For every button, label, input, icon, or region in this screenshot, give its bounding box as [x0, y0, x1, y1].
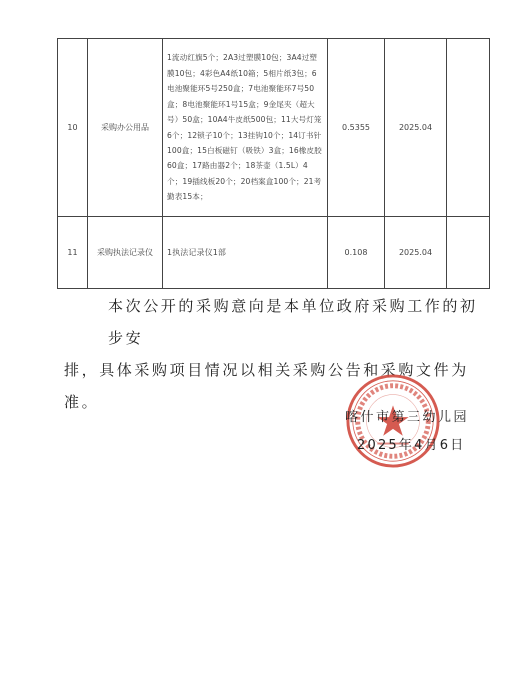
signer-organization: 喀什市第三幼儿园 — [345, 410, 470, 425]
notice-line-2: 排，具体采购项目情况以相关采购公告和采购文件为准。 — [64, 361, 469, 411]
procurement-date: 2025.04 — [385, 39, 447, 217]
notice-line-1: 本次公开的采购意向是本单位政府采购工作的初步安 — [108, 297, 478, 347]
detail-text: 1执法记录仪1部 — [167, 247, 226, 257]
procurement-date: 2025.04 — [385, 217, 447, 289]
project-name: 采购办公用品 — [88, 39, 163, 217]
budget-amount: 0.5355 — [328, 39, 385, 217]
project-name: 采购执法记录仪 — [88, 217, 163, 289]
table-row — [58, 217, 490, 289]
table-row — [58, 39, 490, 217]
remark-cell — [447, 217, 490, 289]
signature-date: 2025年4月6日 — [357, 438, 466, 453]
row-number: 11 — [58, 217, 88, 289]
budget-amount: 0.108 — [328, 217, 385, 289]
detail-text: 1流动红旗5个；2A3过塑膜10包；3A4过塑膜10包；4彩色A4纸10箱；5相片纸3包；6电池聚能环5号250盒；7电池聚能环7号50盒；8电池聚能环1号15盒；9金尾夹（超大号）50盒；10A4牛皮纸500包；11大号灯笼6个；12锁子10个；13挂钩10个；14订书针100盒；15白板磁钉（吸铁）3盒；16橡皮胶60盒；17路由器2个；18茶壶（1.5L）4个；19插线板20个；20档案盒100个；21考勤表15本； — [167, 53, 322, 202]
procurement-table — [57, 38, 490, 289]
remark-cell — [447, 39, 490, 217]
procurement-detail — [163, 39, 328, 217]
procurement-detail — [163, 217, 328, 289]
row-number: 10 — [58, 39, 88, 217]
